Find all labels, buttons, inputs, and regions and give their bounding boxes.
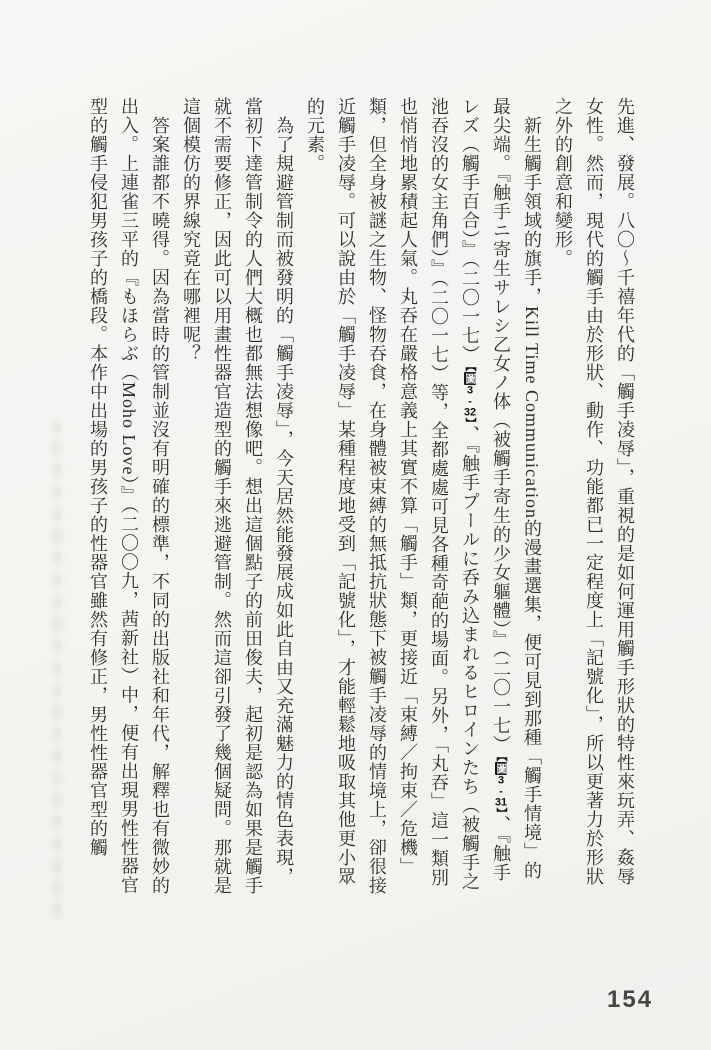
paragraph-4: 答案誰都不曉得。因為當時的管制並沒有明確的標準，不同的出版社和年代，解釋也有微妙的出入。上連雀三平的『もほらぶ（Moho Love）』（二〇〇九，茜新社）中，便有出現男性性器官型的觸手侵犯男孩子的橋段。本作中出場的男孩子的性器官雖然有修正，男性性器官型的觸: [88, 97, 170, 895]
figure-icon: 圖: [495, 762, 507, 774]
paragraph-2-text: 、『触手プールに呑み込まれるヒロインたち（被觸手之池吞沒的女主角們）』（二〇一七）等，全都處處可見各種奇葩的場面。另外，「丸吞」這一類別也悄悄地累積起人氣。丸吞在嚴格意義上其實不算「觸手」類，更接近「束縛／拘束／危機」類，但全身被謎之生物、怪物吞食，在身體被束縛的無抵抗狀態下被觸手凌辱的情境上，卻很接近觸手凌辱。可以說由於「觸手凌辱」某種程度地受到「記號化」，才能輕鬆地吸取其他更小眾的元素。: [305, 97, 480, 895]
vertical-text-block: [82, 97, 640, 897]
figure-dash: -: [499, 785, 503, 797]
paragraph-3: 為了規避管制而被發明的「觸手凌辱」，今天居然能發展成如此自由又充滿魅力的情色表現，當初下達管制令的人們大概也都無法想像吧。想出這個點子的前田俊夫，起初是認為如果是觸手就不需要修正，因此可以用畫性器官造型的觸手來逃避管制。然而這卻引發了幾個疑問。那就是這個模仿的界線究竟在哪裡呢？: [181, 97, 294, 895]
page-number: 154: [607, 986, 654, 1013]
paragraph-2: [299, 97, 547, 897]
bracket-open: 【: [495, 756, 507, 762]
figure-ref-3-31: [495, 756, 507, 813]
figure-chapter: 3: [466, 384, 474, 396]
bracket-open: 【: [464, 366, 476, 372]
figure-chapter: 3: [497, 774, 505, 786]
figure-icon: 圖: [464, 372, 476, 384]
figure-number: 32: [463, 406, 477, 418]
bracket-close: 】: [495, 807, 507, 813]
paragraph-2-text: 新生觸手領域的旗手，Kill Time Communication的漫畫選集，便可見到那種「觸手情境」的最尖端。『触手ニ寄生サレシ乙女ノ体（被觸手寄生的少女軀體）』（二〇一七）: [491, 97, 542, 881]
bracket-close: 】: [464, 417, 476, 423]
figure-dash: -: [468, 395, 472, 407]
figure-ref-3-32: [464, 366, 476, 423]
paragraph-1: 先進、發展。八〇～千禧年代的「觸手凌辱」，重視的是如何運用觸手形狀的特性來玩弄、姦辱女性。然而，現代的觸手由於形狀、動作、功能都已一定程度上「記號化」，所以更著力於形狀之外的創意和變形。: [553, 97, 635, 886]
scan-bleed-artifact: [52, 420, 62, 920]
figure-number: 31: [494, 796, 508, 808]
paragraph-2-text: 、『触手レズ（觸手百合）』（二〇一七）: [460, 97, 511, 882]
